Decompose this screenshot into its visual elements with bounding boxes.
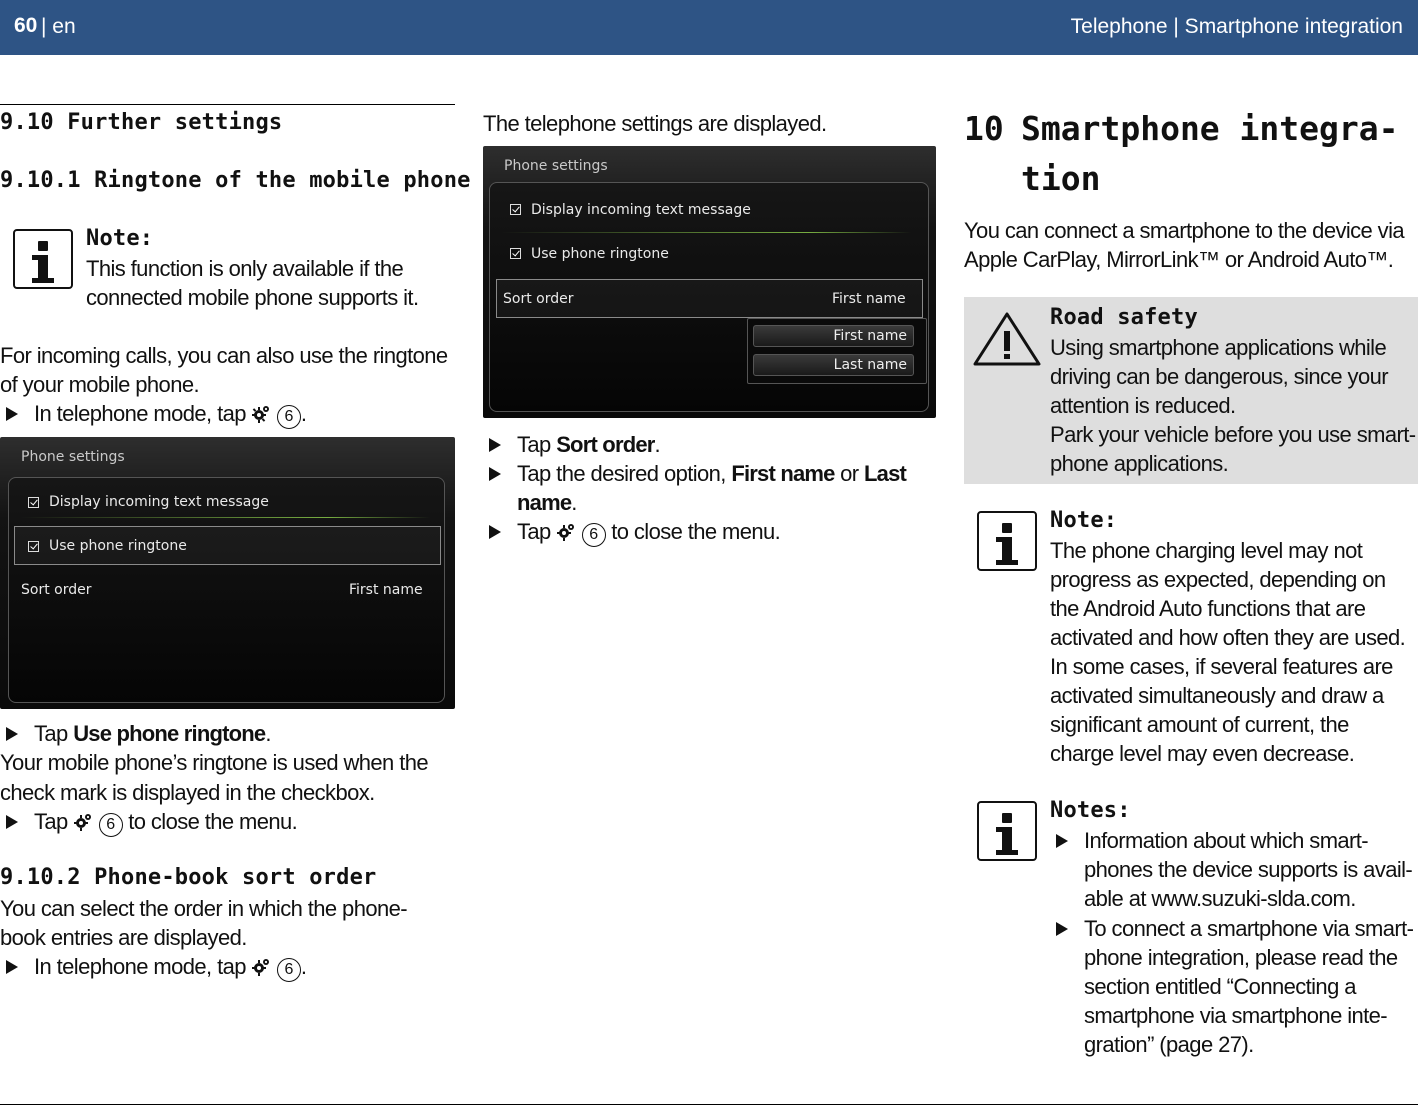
setting-use-phone-ringtone[interactable]: Use phone ringtone — [531, 246, 669, 262]
info-icon — [13, 229, 73, 289]
instruction-step: Tap Sort order. — [489, 430, 929, 459]
warning-title: Road safety — [1050, 305, 1198, 330]
instruction-step: In telephone mode, tap 6 . — [6, 399, 446, 428]
settings-gear-icon — [556, 522, 576, 542]
paragraph-line: Your mobile phone’s ringtone is used when the — [0, 750, 428, 775]
note-line: charge level may even decrease. — [1050, 741, 1355, 766]
notes-title: Notes: — [1050, 798, 1131, 823]
paragraph-line: check mark is displayed in the checkbox. — [0, 780, 375, 805]
settings-gear-icon — [251, 957, 271, 977]
bullet-arrow-icon — [6, 960, 18, 974]
setting-display-incoming-text[interactable]: Display incoming text message — [531, 202, 751, 218]
note-line: This function is only available if the — [86, 256, 404, 281]
bullet-arrow-icon — [489, 525, 501, 539]
bullet-arrow-icon — [489, 467, 501, 481]
instruction-step: Tap 6 to close the menu. — [6, 807, 446, 836]
warning-line: attention is reduced. — [1050, 393, 1236, 418]
note-line: activated and how often they are used. — [1050, 625, 1406, 650]
setting-sort-order-label[interactable]: Sort order — [503, 291, 574, 307]
option-last-name[interactable]: Last name — [753, 354, 914, 376]
info-icon — [977, 511, 1037, 571]
warning-triangle-icon — [972, 311, 1042, 367]
paragraph-line: Apple CarPlay, MirrorLink™ or Android Auto™. — [964, 247, 1394, 272]
info-icon — [977, 801, 1037, 861]
warning-line: Park your vehicle before you use smart- — [1050, 422, 1416, 447]
bullet-arrow-icon — [6, 727, 18, 741]
checkbox-checked[interactable] — [510, 248, 521, 259]
setting-use-phone-ringtone[interactable]: Use phone ringtone — [49, 538, 187, 554]
bullet-arrow-icon — [1056, 834, 1068, 848]
paragraph-line: book entries are displayed. — [0, 925, 247, 950]
settings-gear-icon — [73, 812, 93, 832]
instruction-step: Tap Use phone ringtone. — [6, 719, 446, 748]
note-line: the Android Auto functions that are — [1050, 596, 1366, 621]
setting-sort-order-label[interactable]: Sort order — [21, 582, 92, 598]
screen-title: Phone settings — [21, 449, 125, 465]
chapter-title-line: Smartphone integra- — [1021, 109, 1399, 148]
warning-line: phone applications. — [1050, 451, 1229, 476]
control-number-badge: 6 — [277, 958, 301, 982]
screen-title: Phone settings — [504, 158, 608, 174]
setting-display-incoming-text[interactable]: Display incoming text message — [49, 494, 269, 510]
chapter-number: 10 — [964, 109, 1004, 148]
phone-settings-screenshot — [0, 437, 455, 709]
section-divider — [0, 104, 455, 105]
checkbox-checked[interactable] — [510, 204, 521, 215]
bullet-arrow-icon — [1056, 922, 1068, 936]
bullet-arrow-icon — [6, 815, 18, 829]
note-title: Note: — [1050, 508, 1118, 533]
heading-9-10-2: 9.10.2 Phone-book sort order — [0, 865, 377, 890]
instruction-step: In telephone mode, tap 6 . — [6, 952, 446, 981]
note-line: significant amount of current, the — [1050, 712, 1349, 737]
heading-9-10: 9.10 Further settings — [0, 110, 283, 135]
heading-9-10-1: 9.10.1 Ringtone of the mobile phone — [0, 168, 471, 193]
bullet-arrow-icon — [489, 438, 501, 452]
paragraph-line: of your mobile phone. — [0, 372, 199, 397]
settings-gear-icon — [251, 404, 271, 424]
warning-line: driving can be dangerous, since your — [1050, 364, 1388, 389]
option-first-name[interactable]: First name — [753, 325, 914, 347]
row-separator — [20, 517, 430, 518]
checkbox-checked[interactable] — [28, 497, 39, 508]
note-line: progress as expected, depending on — [1050, 567, 1386, 592]
note-title: Note: — [86, 226, 154, 251]
setting-sort-order-value[interactable]: First name — [349, 582, 423, 598]
bullet-arrow-icon — [6, 407, 18, 421]
footer-rule — [0, 1104, 1418, 1105]
page-header — [0, 0, 1418, 55]
note-bullet: Information about which smart- phones the device supports is avail- able at www.suzuki-slda.com. — [1056, 826, 1416, 913]
row-separator — [501, 232, 911, 233]
chapter-title-line: tion — [1021, 159, 1101, 198]
section-title: Telephone | Smartphone integration — [1070, 15, 1403, 38]
note-bullet: To connect a smartphone via smart- phone integration, please read the section entitled “Connecting a smartphone via smartphone inte- gration” (page 27). — [1056, 914, 1416, 1059]
note-line: connected mobile phone supports it. — [86, 285, 419, 310]
instruction-step: Tap 6 to close the menu. — [489, 517, 929, 546]
control-number-badge: 6 — [582, 523, 606, 547]
control-number-badge: 6 — [99, 813, 123, 837]
page-number: 60 — [14, 14, 38, 37]
setting-sort-order-value[interactable]: First name — [832, 291, 906, 307]
paragraph-line: For incoming calls, you can also use the ringtone — [0, 343, 448, 368]
control-number-badge: 6 — [277, 405, 301, 429]
road-safety-warning-box — [964, 297, 1418, 484]
phone-settings-sort-screenshot — [483, 146, 936, 418]
language-label: | en — [41, 15, 76, 38]
paragraph-line: The telephone settings are displayed. — [483, 111, 827, 136]
note-line: In some cases, if several features are — [1050, 654, 1393, 679]
checkbox-checked[interactable] — [28, 541, 39, 552]
paragraph-line: You can connect a smartphone to the device via — [964, 218, 1405, 243]
instruction-step: Tap the desired option, First name or Last name. — [489, 459, 929, 517]
note-line: activated simultaneously and draw a — [1050, 683, 1384, 708]
paragraph-line: You can select the order in which the phone- — [0, 896, 407, 921]
note-line: The phone charging level may not — [1050, 538, 1363, 563]
warning-line: Using smartphone applications while — [1050, 335, 1387, 360]
